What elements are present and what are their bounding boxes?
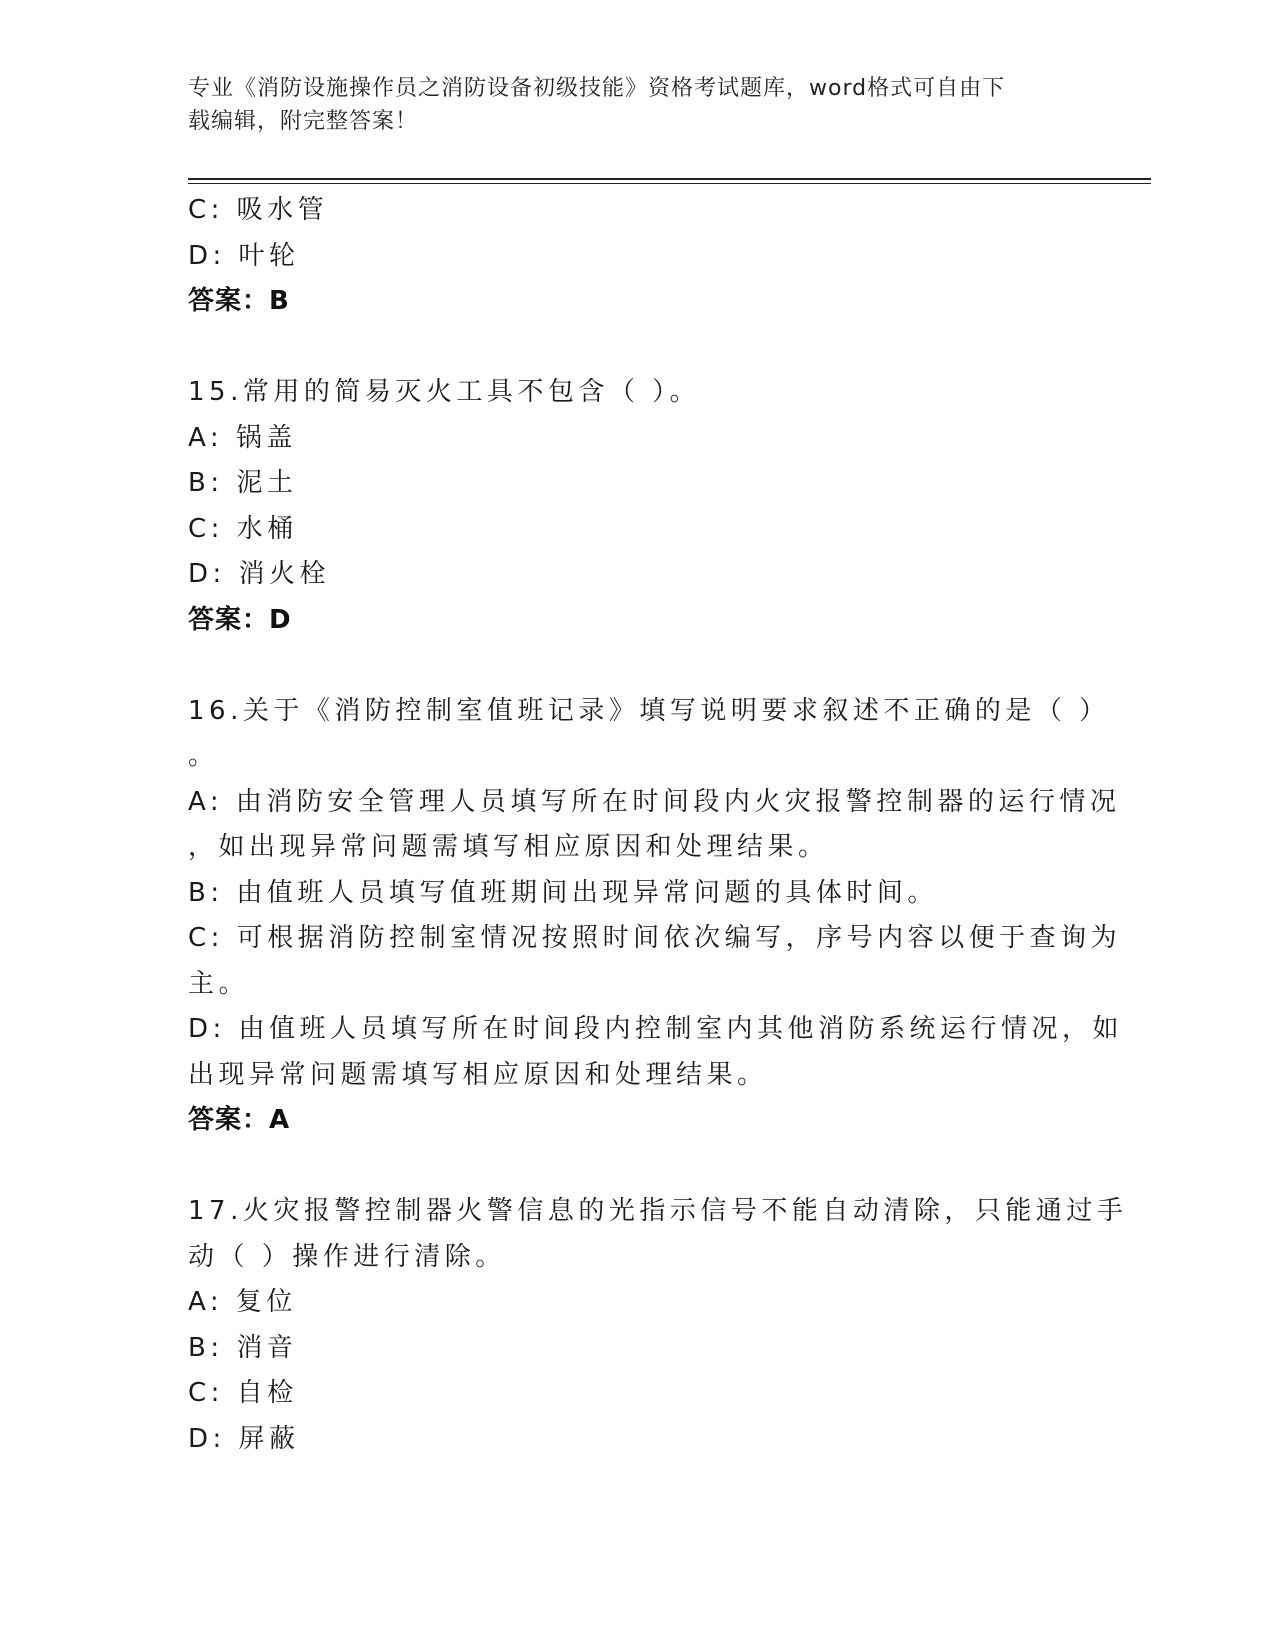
- header-line-1: 专业《消防设施操作员之消防设备初级技能》资格考试题库，word格式可自由下: [188, 76, 1006, 101]
- option-a-line-1: A: 由消防安全管理人员填写所在时间段内火灾报警控制器的运行情况: [188, 786, 1121, 817]
- option-c: C: 吸水管: [188, 195, 329, 225]
- question-stem-line-2: 动（ ）操作进行清除。: [188, 1241, 506, 1272]
- header-divider-thin: [188, 183, 1151, 184]
- option-d: D: 叶轮: [188, 240, 300, 271]
- option-c-line-1: C: 可根据消防控制室情况按照时间依次编写，序号内容以便于查询为: [188, 923, 1122, 953]
- spacer: [188, 1144, 1088, 1190]
- option-a: A: 锅盖: [188, 422, 297, 453]
- document-header: [188, 72, 1068, 138]
- question-stem: 15.常用的简易灭火工具不包含（ ）。: [188, 377, 701, 407]
- question-15: [188, 370, 1088, 643]
- question-stem-line-1: 16.关于《消防控制室值班记录》填写说明要求叙述不正确的是（ ）: [188, 695, 1110, 726]
- answer-line: 答案：B: [188, 286, 290, 316]
- answer-line: 答案：D: [188, 604, 292, 635]
- option-b: B: 由值班人员填写值班期间出现异常问题的具体时间。: [188, 877, 938, 908]
- option-b: B: 消音: [188, 1332, 298, 1363]
- option-d: D: 消火栓: [188, 559, 331, 589]
- option-c: C: 水桶: [188, 513, 298, 544]
- option-d-line-2: 出现异常问题需填写相应原因和处理结果。: [188, 1059, 768, 1090]
- option-a: A: 复位: [188, 1287, 297, 1317]
- question-list: [188, 188, 1128, 1462]
- option-b: B: 泥土: [188, 468, 298, 498]
- option-c: C: 自检: [188, 1378, 298, 1408]
- question-16: [188, 689, 1124, 1144]
- answer-line: 答案：A: [188, 1105, 291, 1135]
- spacer: [188, 643, 1088, 689]
- question-stem-line-2: 。: [188, 741, 219, 771]
- header-divider-thick: [188, 178, 1151, 180]
- option-d-line-1: D: 由值班人员填写所在时间段内控制室内其他消防系统运行情况，如: [188, 1014, 1124, 1044]
- option-d: D: 屏蔽: [188, 1423, 300, 1454]
- option-c-line-2: 主。: [188, 968, 250, 999]
- question-17: [188, 1189, 1128, 1462]
- option-a-line-2: ，如出现异常问题需填写相应原因和处理结果。: [188, 832, 829, 862]
- question-stem-line-1: 17.火灾报警控制器火警信息的光指示信号不能自动清除，只能通过手: [188, 1196, 1128, 1226]
- spacer: [188, 325, 1088, 371]
- previous-question-block: [188, 188, 1088, 325]
- header-line-2: 载编辑，附完整答案！: [188, 109, 419, 134]
